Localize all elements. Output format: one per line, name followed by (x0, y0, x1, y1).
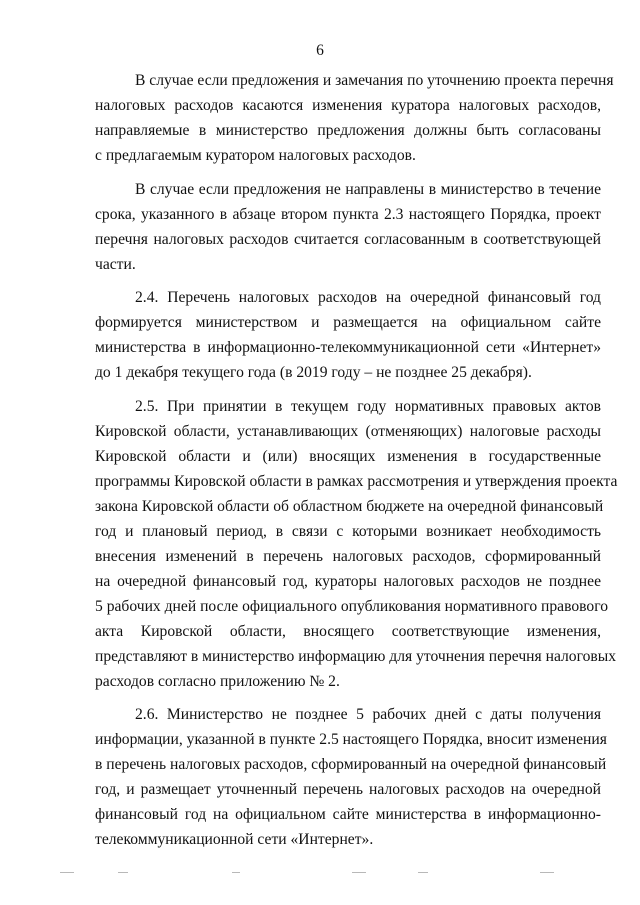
text-line: направляемые в министерство предложения должны быть согласованы (95, 122, 601, 139)
text-line: 2.6. Министерство не позднее 5 рабочих дней с даты получения (135, 706, 601, 723)
text-line: с предлагаемым куратором налоговых расходов. (95, 147, 416, 164)
scan-artifact (118, 872, 128, 873)
text-line: В случае если предложения не направлены в министерство в течение (135, 180, 601, 198)
scan-artifact (60, 872, 74, 873)
text-line: телекоммуникационной сети «Интернет». (95, 831, 374, 848)
paragraph (95, 177, 601, 277)
text-line: программы Кировской области в рамках рассмотрения и утверждения проекта (95, 472, 618, 490)
scan-artifact (418, 872, 428, 873)
scan-artifact (540, 872, 554, 873)
text-line: части. (95, 255, 136, 273)
text-line: министерства в информационно-телекоммуникационной сети «Интернет» (95, 339, 601, 356)
text-line: перечня налоговых расходов считается согласованным в соответствующей (95, 230, 601, 248)
text-line: 5 рабочих дней после официального опубликования нормативного правового (95, 597, 609, 615)
text-line: финансовый год на официальном сайте министерства в информационно- (95, 806, 601, 823)
text-line: закона Кировской области об областном бюджете на очередной финансовый (95, 497, 604, 515)
text-line: акта Кировской области, вносящего соответствующие изменения, (95, 622, 601, 640)
scan-artifact (352, 872, 366, 873)
paragraph (95, 68, 614, 168)
text-line: год, и размещает уточненный перечень налоговых расходов на очередной (95, 781, 601, 798)
text-line: внесения изменений в перечень налоговых расходов, сформированный (95, 547, 601, 565)
document-body (95, 68, 618, 861)
page-number: 6 (316, 42, 324, 59)
text-line: налоговых расходов касаются изменения куратора налоговых расходов, (95, 97, 601, 114)
text-line: год и плановый период, в связи с которыми возникает необходимость (95, 522, 601, 540)
scan-artifact (232, 872, 240, 873)
text-line: 2.5. При принятии в текущем году нормативных правовых актов (135, 397, 601, 415)
text-line: в перечень налоговых расходов, сформированный на очередной финансовый (95, 756, 607, 773)
text-line: расходов согласно приложению № 2. (95, 672, 340, 690)
text-line: В случае если предложения и замечания по уточнению проекта перечня (135, 72, 614, 89)
text-line: срока, указанного в абзаце втором пункта 2.3 настоящего Порядка, проект (95, 205, 601, 223)
paragraph (95, 702, 607, 852)
text-line: представляют в министерство информацию для уточнения перечня налоговых (95, 647, 617, 665)
text-line: на очередной финансовый год, кураторы налоговых расходов не позднее (95, 572, 601, 590)
text-line: Кировской области, устанавливающих (отменяющих) налоговые расходы (95, 422, 601, 440)
text-line: формируется министерством и размещается на официальном сайте (95, 314, 601, 331)
text-line: 2.4. Перечень налоговых расходов на очередной финансовый год (135, 289, 601, 306)
text-line: Кировской области и (или) вносящих изменения в государственные (95, 447, 601, 465)
text-line: информации, указанной в пункте 2.5 настоящего Порядка, вносит изменения (95, 731, 607, 748)
paragraph (95, 285, 601, 385)
paragraph (95, 394, 618, 694)
text-line: до 1 декабря текущего года (в 2019 году – не позднее 25 декабря). (95, 364, 532, 381)
